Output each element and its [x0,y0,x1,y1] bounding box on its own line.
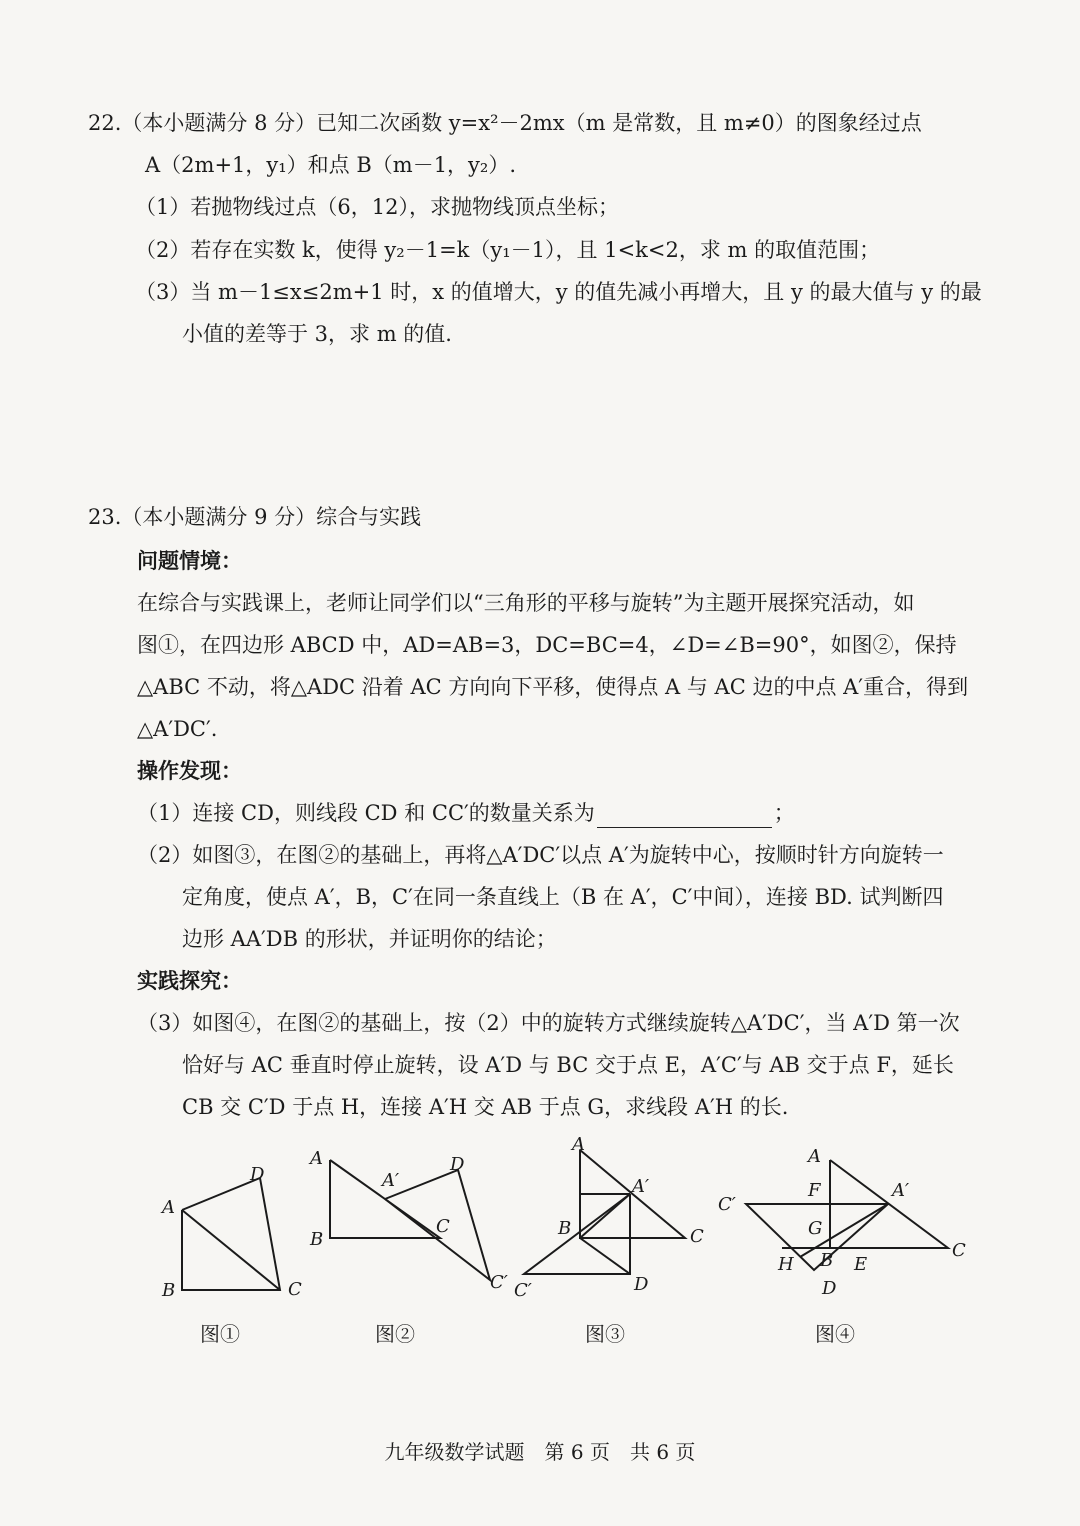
fig2-label-d: D [450,1154,465,1175]
q22-part1: （1）若抛物线过点（6，12），求抛物线顶点坐标； [135,195,619,219]
fig2-label-c-prime: C′ [490,1272,508,1293]
fig3-label-b: B [558,1218,572,1239]
q23-situation-line1: 在综合与实践课上，老师让同学们以“三角形的平移与旋转”为主题开展探究活动，如 [137,591,915,615]
fig3-label-d: D [634,1274,649,1295]
fig3-segment-ba [580,1194,630,1238]
fig4-caption: 图④ [815,1322,855,1346]
q23-part2b: 定角度，使点 A′，B，C′在同一条直线上（B 在 A′，C′中间），连接 BD. 试判断四 [182,885,944,909]
fig4-label-e: E [854,1254,868,1275]
q23-situation-heading: 问题情境： [137,548,242,573]
q23-situation-line4: △A′DC′. [137,717,218,741]
fig1-quadrilateral [182,1178,280,1290]
fig3-caption: 图③ [585,1322,625,1346]
fig1-label-a: A [162,1197,175,1218]
fig4-label-b: B [820,1250,834,1271]
fig1-diagonal-ac [182,1210,280,1290]
fig2-caption: 图② [375,1322,415,1346]
fig4-label-h: H [778,1254,794,1275]
fig2-label-a: A [310,1148,323,1169]
fig3-label-a: A [572,1134,585,1155]
q23-practice-heading: 实践探究： [137,968,242,993]
fig3-label-c: C [690,1226,704,1247]
q23-part3b: 恰好与 AC 垂直时停止旋转，设 A′D 与 BC 交于点 E，A′C′与 AB 交于点 F，延长 [182,1053,954,1077]
q23-part2c: 边形 AA′DB 的形状，并证明你的结论； [182,927,557,951]
fig4-label-c-prime: C′ [718,1194,736,1215]
q23-situation-line3: △ABC 不动，将△ADC 沿着 AC 方向向下平移，使得点 A 与 AC 边的中点 A′重合，得到 [137,675,969,699]
q23-part3c: CB 交 C′D 于点 H，连接 A′H 交 AB 于点 G，求线段 A′H 的长. [182,1095,789,1119]
q23-part1 [137,798,795,828]
fig4-label-a-prime: A′ [892,1180,910,1201]
figure-1 [150,1150,320,1310]
page-footer: 九年级数学试题 第 6 页 共 6 页 [384,1440,696,1464]
fig3-segment-bd [580,1238,630,1274]
q23-part1-text: （1）连接 CD，则线段 CD 和 CC′的数量关系为 [137,801,595,825]
q23-operation-heading: 操作发现： [137,758,242,783]
q22-part3a: （3）当 m－1≤x≤2m+1 时，x 的值增大，y 的值先减小再增大，且 y 的最大值与 y 的最 [135,280,982,304]
figure-2 [300,1140,530,1310]
fig3-label-c-prime: C′ [514,1280,532,1301]
fig2-label-b: B [310,1229,324,1250]
q23-title: 23.（本小题满分 9 分）综合与实践 [88,505,422,529]
fig3-label-a-prime: A′ [632,1176,650,1197]
q23-part3a: （3）如图④，在图②的基础上，按（2）中的旋转方式继续旋转△A′DC′，当 A′D 第一次 [137,1011,960,1035]
fig4-label-g: G [808,1218,823,1239]
fig1-caption: 图① [200,1322,240,1346]
fig4-label-f: F [808,1180,821,1201]
q23-part1-end: ； [773,801,795,825]
q23-situation-line2: 图①，在四边形 ABCD 中，AD=AB=3，DC=BC=4，∠D=∠B=90°，如图②，保持 [137,633,957,657]
fig4-label-a: A [808,1146,821,1167]
q22-part3b: 小值的差等于 3，求 m 的值. [182,322,452,346]
q23-part2a: （2）如图③，在图②的基础上，再将△A′DC′以点 A′为旋转中心，按顺时针方向旋转一 [137,843,944,867]
fig2-label-a-prime: A′ [382,1170,400,1191]
figure-3 [510,1130,720,1310]
fig1-label-b: B [162,1280,176,1301]
figure-4 [710,1140,980,1310]
q22-line2: A（2m+1，y₁）和点 B（m－1，y₂）. [145,153,517,177]
fig1-label-c: C [288,1279,302,1300]
answer-blank[interactable] [597,805,772,828]
q22-line1: 22.（本小题满分 8 分）已知二次函数 y=x²－2mx（m 是常数，且 m≠0）的图象经过点 [88,111,922,135]
fig1-label-d: D [250,1164,265,1185]
fig2-label-c: C [436,1216,450,1237]
fig4-label-c: C [952,1240,966,1261]
fig4-label-d: D [822,1278,837,1299]
q22-part2: （2）若存在实数 k，使得 y₂－1=k（y₁－1），且 1<k<2，求 m 的取值范围； [135,238,881,262]
